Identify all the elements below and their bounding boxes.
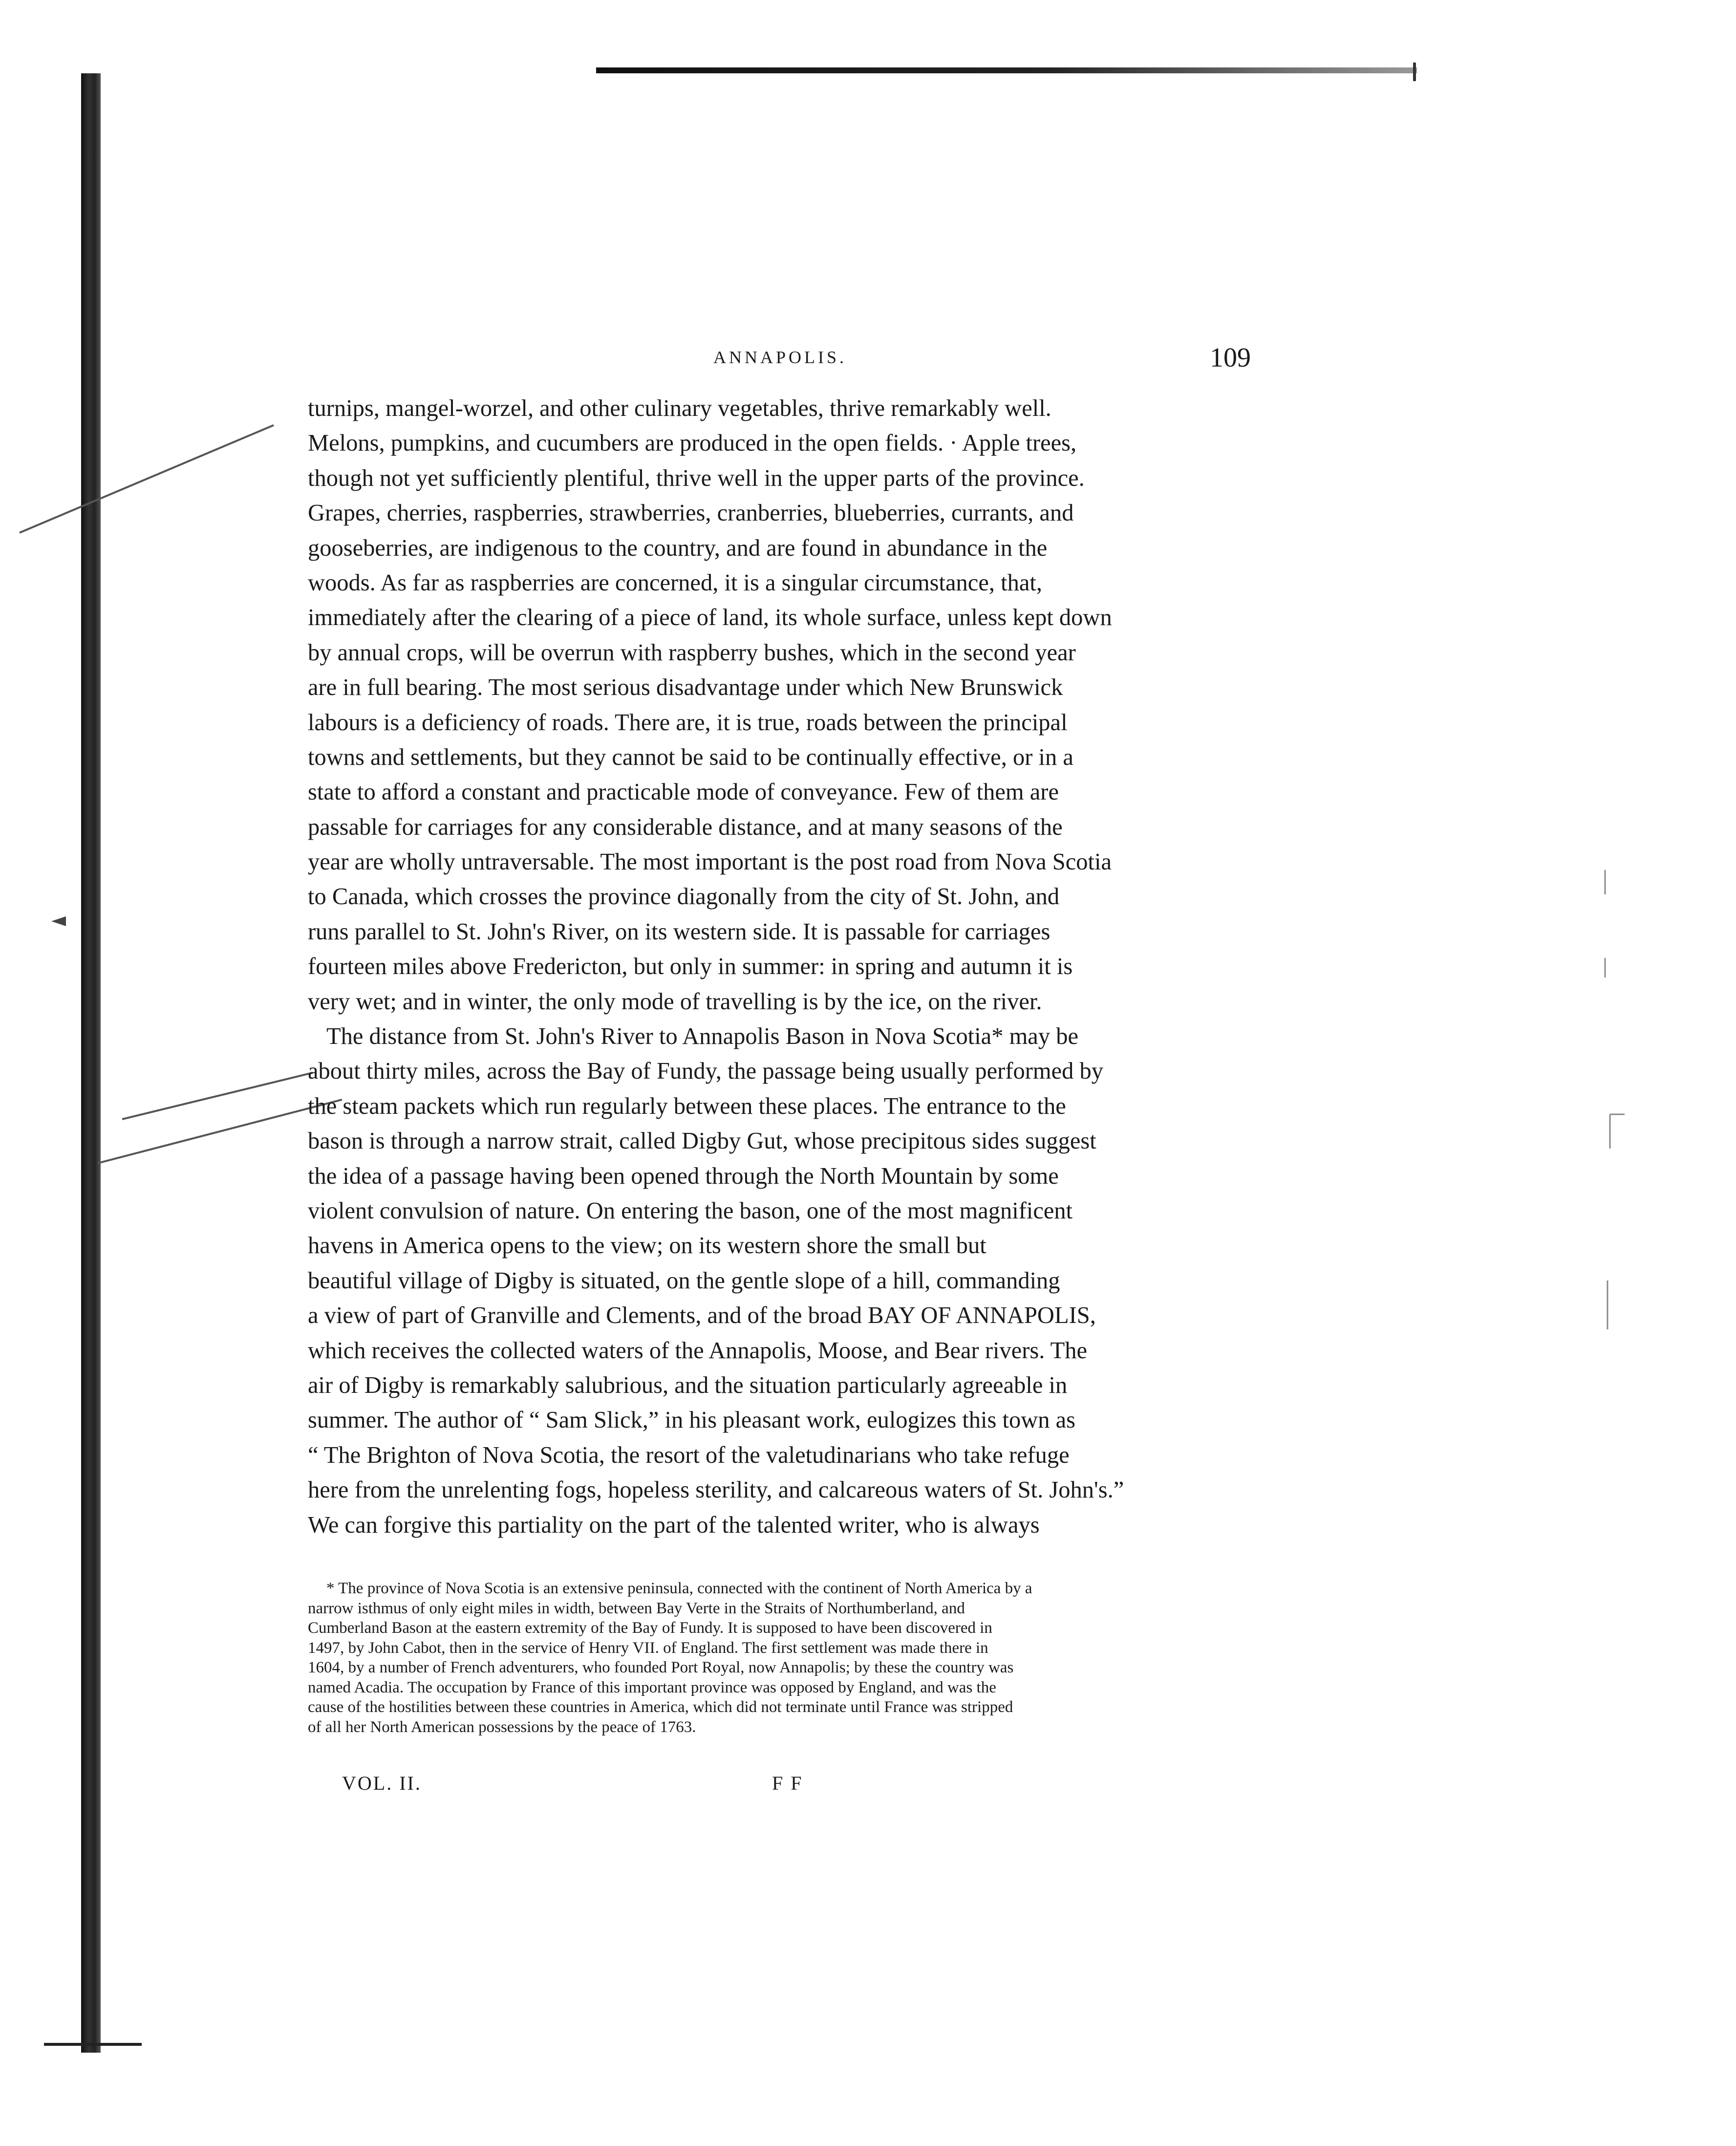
body-line: towns and settlements, but they cannot be said to be continually effective, or in a — [308, 744, 1073, 770]
body-line: bason is through a narrow strait, called Digby Gut, whose precipitous sides suggest — [308, 1128, 1096, 1154]
body-line: though not yet sufficiently plentiful, thrive well in the upper parts of the province. — [308, 465, 1085, 491]
body-line: are in full bearing. The most serious disadvantage under which New Brunswick — [308, 674, 1063, 701]
body-line: immediately after the clearing of a piece of land, its whole surface, unless kept down — [308, 605, 1112, 631]
body-line: the steam packets which run regularly between these places. The entrance to the — [308, 1093, 1066, 1119]
footnote-line: named Acadia. The occupation by France of this important province was opposed by England, and was the — [308, 1678, 996, 1696]
body-text — [308, 391, 1251, 1542]
running-head: ANNAPOLIS. — [713, 347, 847, 367]
body-line: “ The Brighton of Nova Scotia, the resort of the valetudinarians who take refuge — [308, 1442, 1070, 1468]
pencil-line — [98, 1100, 342, 1163]
body-line: very wet; and in winter, the only mode of travelling is by the ice, on the river. — [308, 988, 1042, 1015]
body-line: turnips, mangel-worzel, and other culinary vegetables, thrive remarkably well. — [308, 395, 1051, 421]
page-number: 109 — [1210, 343, 1251, 373]
body-line: fourteen miles above Fredericton, but only in summer: in spring and autumn it is — [308, 954, 1073, 980]
body-line: passable for carriages for any considerable distance, and at many seasons of the — [308, 814, 1063, 840]
binding-notch — [51, 916, 66, 926]
body-line: Melons, pumpkins, and cucumbers are produced in the open fields. · Apple trees, — [308, 430, 1077, 456]
signature-mark: F F — [772, 1772, 803, 1794]
body-line: which receives the collected waters of the Annapolis, Moose, and Bear rivers. The — [308, 1337, 1088, 1364]
body-line: Grapes, cherries, raspberries, strawberries, cranberries, blueberries, currants, and — [308, 500, 1074, 526]
footnote-line: 1604, by a number of French adventurers, who founded Port Royal, now Annapolis; by these the country was — [308, 1659, 1014, 1676]
pencil-line — [20, 425, 274, 533]
body-line: state to afford a constant and practicable mode of conveyance. Few of them are — [308, 779, 1059, 805]
body-line: beautiful village of Digby is situated, on the gentle slope of a hill, commanding — [308, 1267, 1060, 1294]
top-rule — [596, 67, 1417, 73]
page-header — [308, 342, 1251, 376]
footnote-line: * The province of Nova Scotia is an extensive peninsula, connected with the continent of North America by a — [326, 1580, 1032, 1597]
binding-foot-mark — [44, 2043, 142, 2046]
footnote-line: narrow isthmus of only eight miles in width, between Bay Verte in the Straits of Northumberland, and — [308, 1599, 965, 1617]
pencil-line — [122, 1073, 313, 1119]
footnote-line: 1497, by John Cabot, then in the service of Henry VII. of England. The first settlement was made there in — [308, 1639, 988, 1657]
binding-edge — [81, 73, 101, 2053]
body-line: woods. As far as raspberries are concerned, it is a singular circumstance, that, — [308, 569, 1042, 596]
body-line: runs parallel to St. John's River, on its western side. It is passable for carriages — [308, 918, 1050, 945]
body-line: about thirty miles, across the Bay of Fundy, the passage being usually performed by — [308, 1058, 1103, 1084]
body-line: air of Digby is remarkably salubrious, and the situation particularly agreeable in — [308, 1372, 1068, 1398]
body-line: violent convulsion of nature. On entering the bason, one of the most magnificent — [308, 1197, 1073, 1224]
body-line-paragraph-start: The distance from St. John's River to Annapolis Bason in Nova Scotia* may be — [326, 1023, 1078, 1050]
body-line: year are wholly untraversable. The most important is the post road from Nova Scotia — [308, 849, 1112, 875]
body-line: summer. The author of “ Sam Slick,” in his pleasant work, eulogizes this town as — [308, 1407, 1076, 1433]
footnote-line: of all her North American possessions by the peace of 1763. — [308, 1718, 696, 1736]
body-line: by annual crops, will be overrun with raspberry bushes, which in the second year — [308, 639, 1076, 666]
footnote-line: Cumberland Bason at the eastern extremity of the Bay of Fundy. It is supposed to have been discovered in — [308, 1619, 992, 1637]
body-line: here from the unrelenting fogs, hopeless sterility, and calcareous waters of St. John's.” — [308, 1477, 1124, 1503]
footnote — [308, 1579, 1251, 1737]
body-line: to Canada, which crosses the province diagonally from the city of St. John, and — [308, 884, 1060, 910]
body-line: labours is a deficiency of roads. There are, it is true, roads between the principal — [308, 709, 1068, 736]
footnote-line: cause of the hostilities between these countries in America, which did not terminate until France was stripped — [308, 1698, 1013, 1716]
volume-label: VOL. II. — [342, 1772, 422, 1794]
top-rule-end — [1413, 63, 1416, 81]
body-line: a view of part of Granville and Clements, and of the broad BAY OF ANNAPOLIS, — [308, 1302, 1096, 1329]
body-line: We can forgive this partiality on the part of the talented writer, who is always — [308, 1512, 1040, 1538]
body-line: havens in America opens to the view; on its western shore the small but — [308, 1233, 986, 1259]
body-line: the idea of a passage having been opened through the North Mountain by some — [308, 1163, 1059, 1189]
body-line: gooseberries, are indigenous to the country, and are found in abundance in the — [308, 535, 1048, 561]
signature-row — [342, 1772, 928, 1796]
